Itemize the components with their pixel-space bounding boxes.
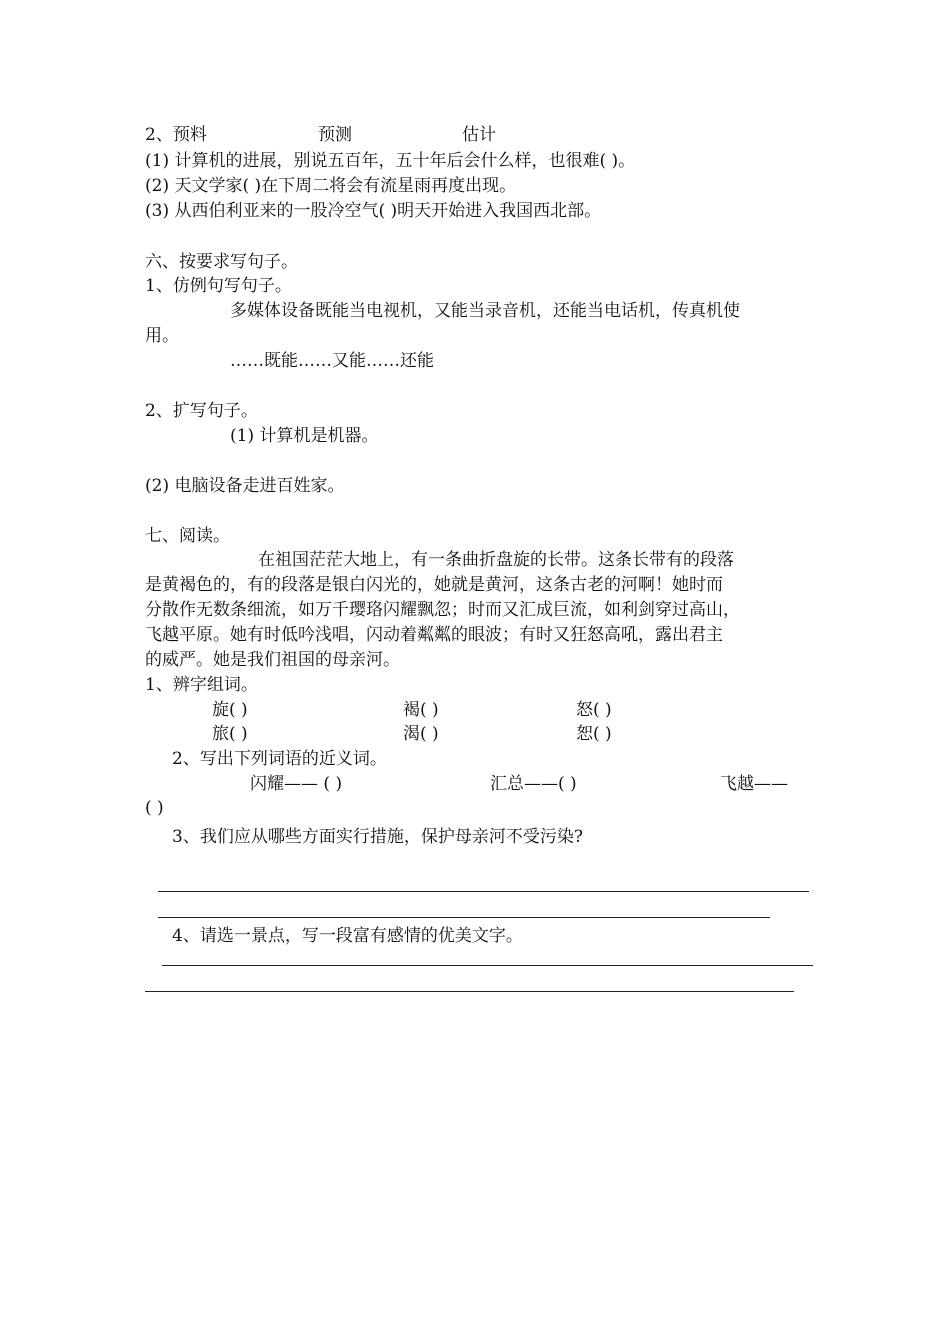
example-sentence-line2: 用。 — [145, 326, 179, 346]
q2-word-guji: 估计 — [462, 125, 496, 145]
answer-line[interactable] — [158, 891, 809, 892]
q2-heading: 2、预料 — [145, 125, 207, 145]
expand-sentence-2: (2) 电脑设备走进百姓家。 — [145, 476, 345, 496]
passage-line: 飞越平原。她有时低吟浅唱，闪动着粼粼的眼波；有时又狂怒高吼，露出君主 — [145, 625, 723, 645]
passage-line: 在祖国茫茫大地上，有一条曲折盘旋的长带。这条长带有的段落 — [258, 550, 734, 570]
section6-item2-title: 2、扩写句子。 — [145, 401, 258, 421]
expand-sentence-1: (1) 计算机是机器。 — [230, 426, 379, 446]
char-group-lv: 旅( ) — [212, 724, 248, 744]
synonym-feiyue-blank: ( ) — [145, 798, 164, 818]
section7-title: 七、阅读。 — [145, 526, 230, 546]
example-sentence-line1: 多媒体设备既能当电视机，又能当录音机，还能当电话机，传真机使 — [230, 301, 740, 321]
q2-sentence-1: (1) 计算机的进展，别说五百年，五十年后会什么样，也很难( )。 — [145, 151, 636, 171]
q1-title: 1、辨字组词。 — [145, 675, 258, 695]
passage-line: 分散作无数条细流，如万千璎珞闪耀飘忽；时而又汇成巨流，如利剑穿过高山， — [145, 600, 740, 620]
q3-title: 3、我们应从哪些方面实行措施，保护母亲河不受污染? — [172, 827, 583, 847]
answer-line[interactable] — [162, 965, 813, 966]
answer-line[interactable] — [145, 991, 794, 992]
q4-title: 4、请选一景点，写一段富有感情的优美文字。 — [172, 926, 523, 946]
q2-word-yuce: 预测 — [318, 125, 352, 145]
section6-item1-title: 1、仿例句写句子。 — [145, 276, 292, 296]
synonym-huizong: 汇总——( ) — [490, 774, 577, 794]
char-group-xuan: 旋( ) — [212, 700, 248, 720]
q2-sentence-3: (3) 从西伯利亚来的一股冷空气( )明天开始进入我国西北部。 — [145, 201, 602, 221]
passage-line: 的威严。她是我们祖国的母亲河。 — [145, 650, 400, 670]
answer-line[interactable] — [158, 917, 770, 918]
char-group-shu: 恕( ) — [576, 724, 612, 744]
passage-line: 是黄褐色的，有的段落是银白闪光的，她就是黄河，这条古老的河啊！她时而 — [145, 575, 723, 595]
sentence-pattern: ……既能……又能……还能 — [230, 351, 434, 371]
char-group-ke: 渴( ) — [403, 724, 439, 744]
section6-title: 六、按要求写句子。 — [145, 252, 298, 272]
char-group-nu: 怒( ) — [576, 700, 612, 720]
synonym-feiyue: 飞越—— — [720, 774, 788, 794]
q2-sentence-2: (2) 天文学家( )在下周二将会有流星雨再度出现。 — [145, 176, 517, 196]
q2-synonym-title: 2、写出下列词语的近义词。 — [172, 749, 387, 769]
synonym-shanyao: 闪耀—— ( ) — [250, 774, 343, 794]
char-group-he: 褐( ) — [403, 700, 439, 720]
